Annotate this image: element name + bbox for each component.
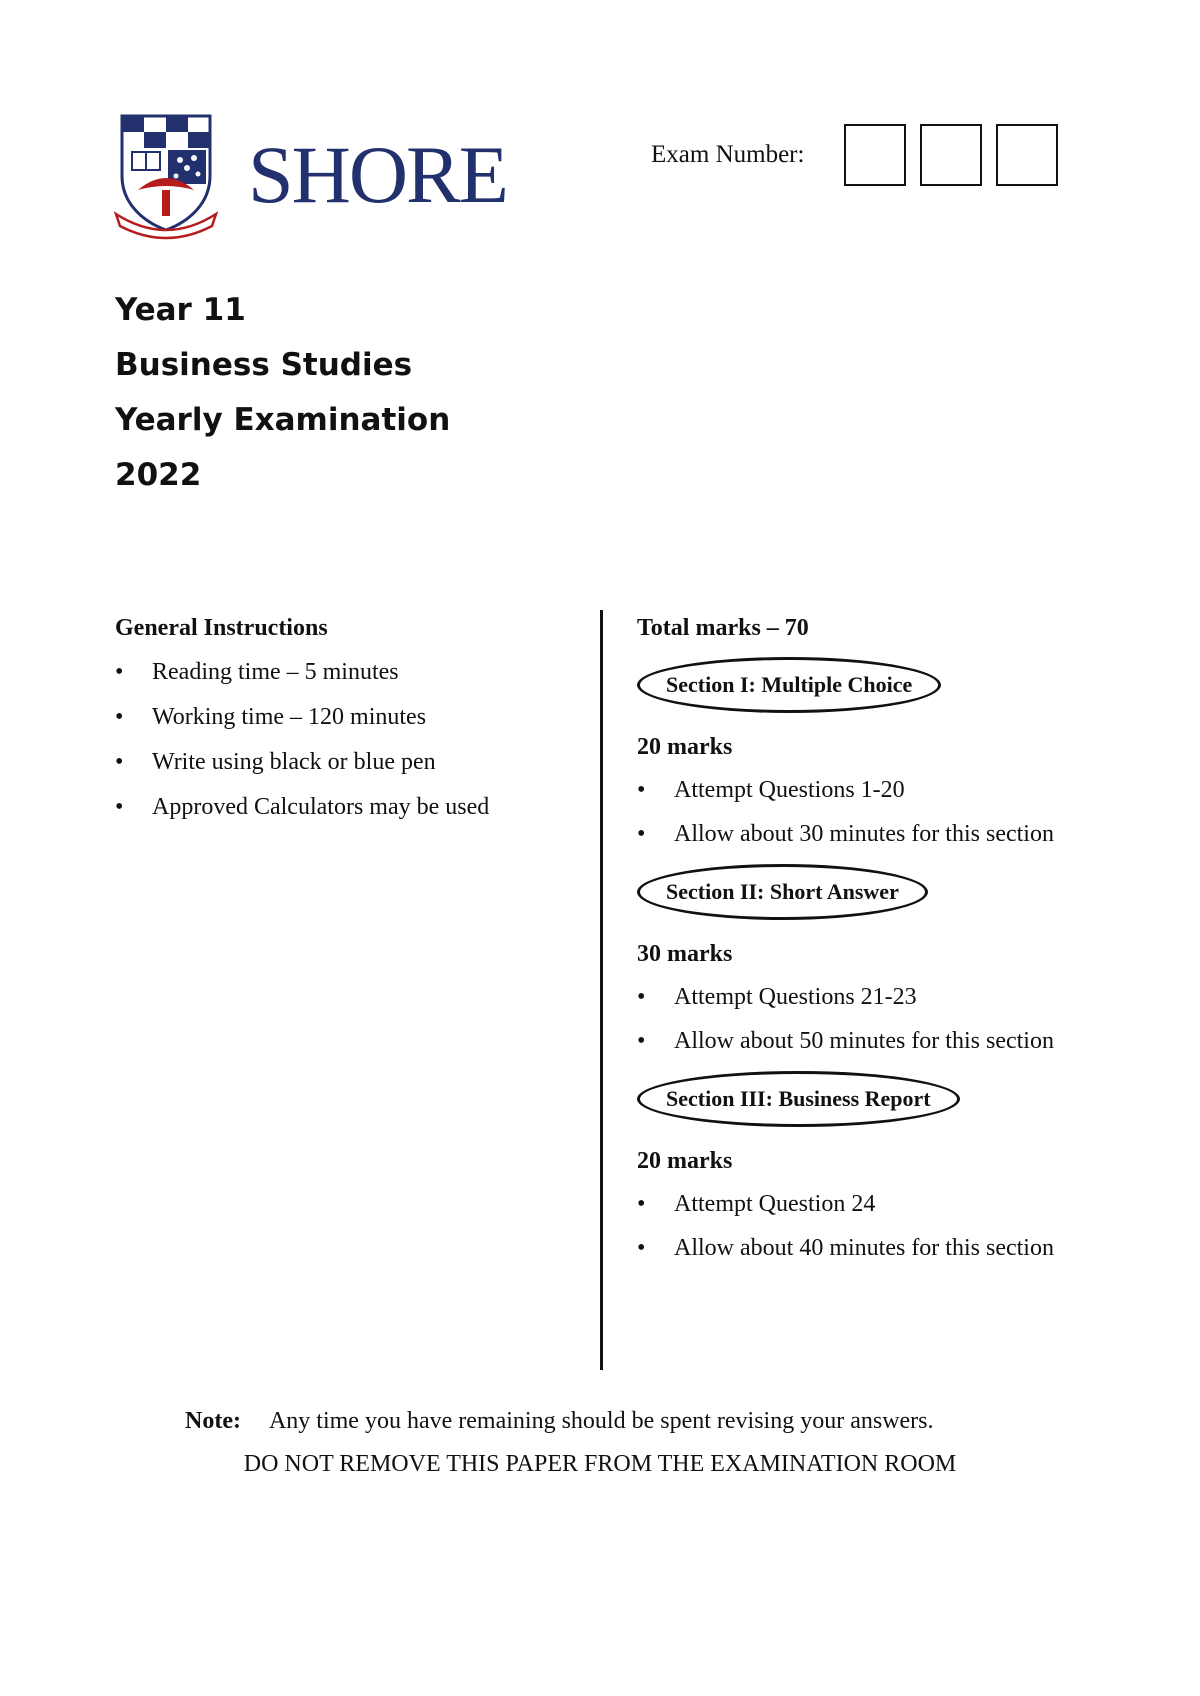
section-badge: Section III: Business Report <box>637 1071 960 1127</box>
exam-title-block <box>115 283 450 503</box>
section-badge: Section I: Multiple Choice <box>637 657 941 713</box>
list-item: • Write using black or blue pen <box>115 746 575 778</box>
section-list <box>637 1188 1077 1264</box>
note-text: Any time you have remaining should be spent revising your answers. <box>268 1408 934 1434</box>
section-badge: Section II: Short Answer <box>637 864 928 920</box>
exam-number-field <box>651 124 1072 186</box>
school-wordmark: SHORE <box>248 129 507 220</box>
section-list <box>637 774 1077 850</box>
general-instructions-heading: General Instructions <box>115 615 328 641</box>
list-item: • Approved Calculators may be used <box>115 791 575 823</box>
section-list <box>637 981 1077 1057</box>
list-item: • Working time – 120 minutes <box>115 701 575 733</box>
exam-number-box <box>844 124 906 186</box>
title-exam: Yearly Examination <box>115 402 451 438</box>
footer-note <box>185 1405 934 1437</box>
exam-number-box <box>996 124 1058 186</box>
title-date: 2022 <box>115 457 202 493</box>
marks-summary <box>637 612 1077 1278</box>
school-crest-icon <box>114 110 218 240</box>
list-item: • Attempt Questions 1-20 <box>637 774 1077 806</box>
list-item: • Attempt Question 24 <box>637 1188 1077 1220</box>
section-marks: 30 marks <box>637 941 733 967</box>
total-marks: Total marks – 70 <box>637 615 809 641</box>
exam-number-box <box>920 124 982 186</box>
footer-warning: DO NOT REMOVE THIS PAPER FROM THE EXAMINATION ROOM <box>243 1451 957 1477</box>
school-logo <box>114 110 514 240</box>
list-item: • Reading time – 5 minutes <box>115 656 575 688</box>
list-item: • Attempt Questions 21-23 <box>637 981 1077 1013</box>
list-item: • Allow about 30 minutes for this section <box>637 818 1077 850</box>
list-item: • Allow about 40 minutes for this section <box>637 1232 1077 1264</box>
section-marks: 20 marks <box>637 734 733 760</box>
instruction-list <box>115 656 575 823</box>
column-divider <box>600 610 603 1370</box>
title-year: Year 11 <box>115 292 246 328</box>
title-subject: Business Studies <box>115 347 413 383</box>
general-instructions <box>115 612 575 836</box>
list-item: • Allow about 50 minutes for this section <box>637 1025 1077 1057</box>
section-marks: 20 marks <box>637 1148 733 1174</box>
note-label: Note: <box>185 1408 241 1434</box>
exam-number-label: Exam Number: <box>651 141 805 168</box>
